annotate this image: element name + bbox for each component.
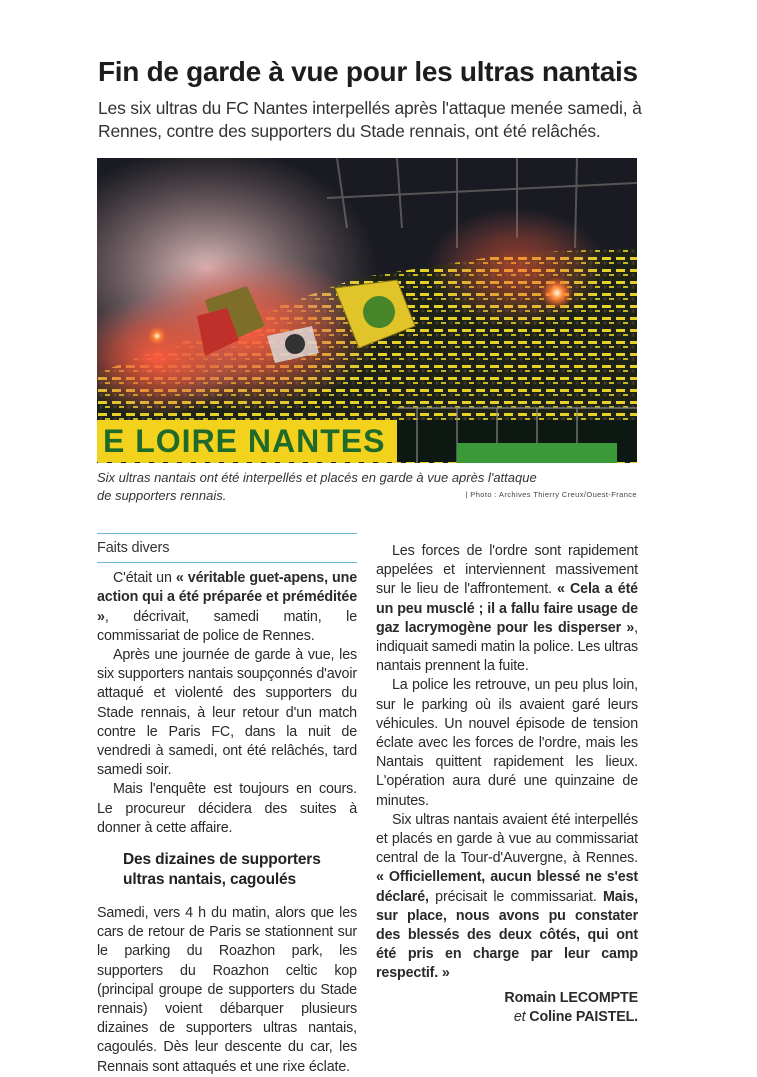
article-subheading: Des dizaines de supporters ultras nantais, cagoulés: [123, 851, 321, 889]
paragraph: Après une journée de garde à vue, les six supporters nantais soupçonnés d'avoir attaqué et violenté des supporters du Stade rennais, à leur retour d'un match contre le Paris FC, dans la nuit de vendredi à samedi, ont été relâchés, tard samedi soir.: [97, 647, 357, 779]
byline: Romain LECOMPTE et Coline PAISTEL.: [504, 989, 638, 1025]
paragraph: Six ultras nantais avaient été interpellés et placés en garde à vue au commissariat central de la Tour-d'Auvergne, à Rennes. « Officiellement, aucun blessé ne s'est déclaré, précisait le commissariat. Mais, sur place, nous avons pu constater des blessés des deux côtés, qui ont été pris en charge par leur camp respectif. »: [376, 811, 638, 982]
banner-text: E LOIRE NANTES: [103, 423, 386, 459]
article-headline: Fin de garde à vue pour les ultras nantais: [98, 56, 638, 87]
article-photo: [97, 158, 637, 463]
paragraph: Samedi, vers 4 h du matin, alors que les cars de retour de Paris se stationnent sur le parking du Roazhon park, les supporters du Roazhon celtic kop (principal groupe de supporters du Stade rennais) voient débarquer plusieurs dizaines de supporters ultras nantais, cagoulés. Dès leur descente du car, les Rennais sont attaqués et une rixe éclate.: [97, 905, 357, 1075]
flare: [147, 326, 167, 346]
stadium-photo-illustration: [97, 158, 637, 463]
article-subhead: Les six ultras du FC Nantes interpellés après l'attaque menée samedi, à Rennes, contre des supporters du Stade rennais, ont été relâchés.: [98, 98, 642, 141]
flare: [541, 277, 573, 309]
photo-credit: | Photo : Archives Thierry Creux/Ouest-France: [465, 490, 637, 499]
article-column-left: [97, 526, 357, 1077]
paragraph: Mais l'enquête est toujours en cours. Le procureur décidera des suites à donner à cette affaire.: [97, 781, 357, 836]
section-label: Faits divers: [97, 533, 357, 563]
photo-caption: [97, 469, 637, 505]
caption-line: de supporters rennais.: [97, 488, 227, 503]
paragraph: Les forces de l'ordre sont rapidement appelées et interviennent massivement sur le lieu de l'affrontement. « Cela a été un peu musclé ; il a fallu faire usage de gaz lacrymogène pour les disperser », indiquait samedi matin la police. Les ultras nantais prennent la fuite.: [376, 543, 639, 675]
paragraph: La police les retrouve, un peu plus loin, sur le parking où ils avaient garé leurs véhicules. Un nouvel épisode de tension éclate avec les forces de l'ordre, mais les Nantais quittent rapidement les lieux. L'opération aura duré une quinzaine de minutes.: [376, 677, 638, 809]
article-column-right: [376, 526, 638, 1027]
caption-line: Six ultras nantais ont été interpellés et placés en garde à vue après l'attaque: [97, 470, 537, 485]
paragraph: C'était un « véritable guet-apens, une action qui a été préparée et préméditée », décrivait, samedi matin, le commissariat de police de Rennes.: [97, 570, 357, 644]
